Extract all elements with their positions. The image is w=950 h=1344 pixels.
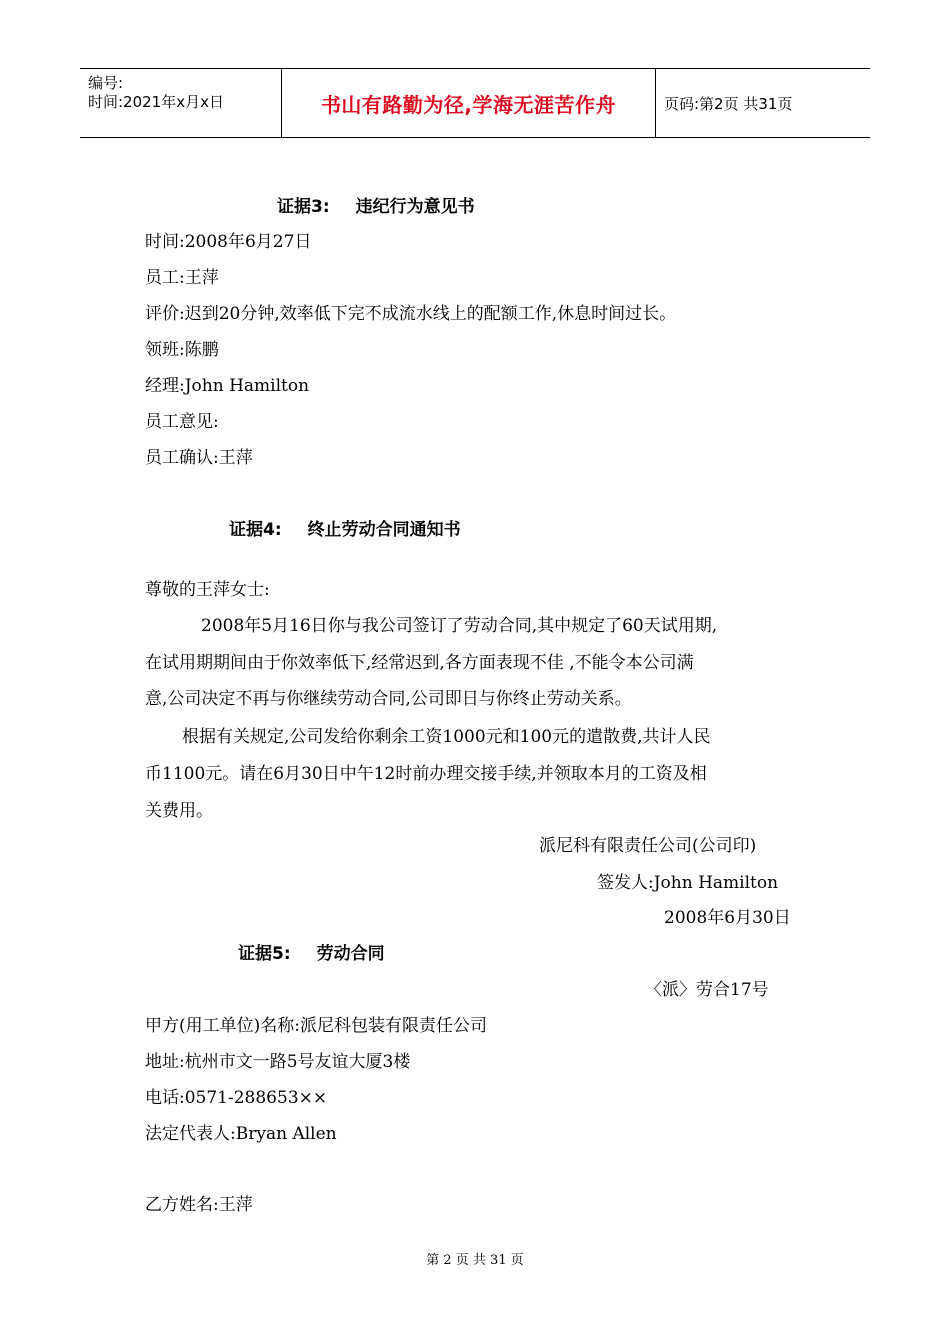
evidence4-p1-line1: 2008年5月16日你与我公司签订了劳动合同,其中规定了60天试用期, [201,616,718,636]
evidence4-date: 2008年6月30日 [664,908,791,928]
evidence4-p2-line1: 根据有关规定,公司发给你剩余工资1000元和100元的遣散费,共计人民 [182,727,711,747]
header-number-label: 编号: [88,74,124,92]
evidence5-heading [238,946,385,963]
evidence4-company: 派尼科有限责任公司(公司印) [539,836,757,856]
document-header [80,68,870,138]
evidence3-evaluation: 评价:迟到20分钟,效率低下完不成流水线上的配额工作,休息时间过长。 [145,304,677,324]
evidence4-heading-title: 终止劳动合同通知书 [307,520,461,540]
evidence4-p1-line2: 在试用期期间由于你效率低下,经常迟到,各方面表现不佳 ,不能令本公司满 [145,653,694,673]
evidence3-heading [277,199,475,216]
evidence5-heading-num: 证据5: [238,944,291,964]
evidence3-time: 时间:2008年6月27日 [145,232,312,252]
header-meta-cell [80,69,281,137]
evidence4-p2-line2: 币1100元。请在6月30日中午12时前办理交接手续,并领取本月的工资及相 [145,764,707,784]
page-footer: 第 2 页 共 31 页 [426,1253,524,1268]
evidence3-employee: 员工:王萍 [145,268,219,288]
evidence5-contract-no: 〈派〉劳合17号 [645,980,769,1000]
evidence3-heading-num: 证据3: [277,197,330,217]
evidence3-manager: 经理:John Hamilton [145,376,310,396]
evidence5-heading-title: 劳动合同 [316,944,385,964]
evidence3-opinion: 员工意见: [145,412,219,432]
header-motto: 书山有路勤为径,学海无涯苦作舟 [281,69,656,137]
evidence5-address: 地址:杭州市文一路5号友谊大厦3楼 [145,1052,411,1072]
evidence5-phone: 电话:0571-288653×× [145,1088,328,1108]
evidence5-legal-rep: 法定代表人:Bryan Allen [145,1124,337,1144]
evidence4-heading-num: 证据4: [229,520,282,540]
evidence3-confirm: 员工确认:王萍 [145,448,253,468]
evidence5-party-b: 乙方姓名:王萍 [145,1195,253,1215]
evidence3-heading-title: 违纪行为意见书 [355,197,475,217]
evidence4-heading [229,522,461,539]
evidence4-p2-line3: 关费用。 [145,801,213,821]
evidence4-salutation: 尊敬的王萍女士: [145,580,270,600]
evidence3-supervisor: 领班:陈鹏 [145,340,219,360]
header-page-info: 页码:第2页 共31页 [664,94,793,113]
evidence5-party-a: 甲方(用工单位)名称:派尼科包装有限责任公司 [145,1016,487,1036]
evidence4-signer: 签发人:John Hamilton [597,873,779,893]
evidence4-p1-line3: 意,公司决定不再与你继续劳动合同,公司即日与你终止劳动关系。 [145,689,632,709]
header-time-label: 时间:2021年x月x日 [88,93,224,111]
